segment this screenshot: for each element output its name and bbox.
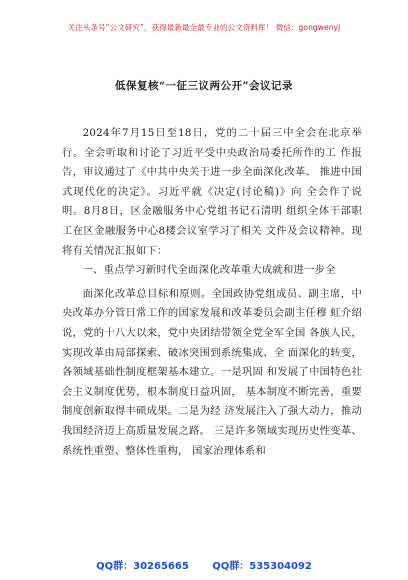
document-title: 低保复核“一征三议两公开”会议记录 (114, 80, 294, 92)
footer-qq-group-2: QQ群：535304092 (212, 561, 312, 572)
paragraph-section-heading: 一、重点学习新时代全面深化改革重大成就和进一步全 (82, 264, 336, 277)
footer-qq-group-1: QQ群：30265665 (96, 561, 189, 572)
paragraph-intro: 2024年7月15日至18日，党的二十届三中全会在北京举行。全会听取和讨论了习近平受中央政治局委托所作的工 作报告，审议通过了《中共中央关于进一步全面深化改革、 推进中国式现代化的决定》。习近平就《决定(讨论稿)》向 全会作了说明。8月8日，区金融服务中心党组书记石清明 组织全体干部职工在区金融服务中心8楼会议室学习了相关 文件及会议精神。现将有关情况汇报如下： (62, 127, 362, 257)
paragraph-section-body: 面深化改革总目标和原则。全国政协党组成员、副主席，中 央改革办分管日常工作的国家发展和改革委员会副主任穆 虹介绍说，党的十八大以来，党中央团结带领全党全军全国 各族人民，实现改革由局部探索、破冰突围到系统集成、全 面深化的转变，各领域基础性制度框架基本建立。一是巩固 和发展了中国特色社会主义制度优势，根本制度日益巩固， 基本制度不断完善，重要制度创新取得丰硕成果。二是为经 济发展注入了强大动力，推动我国经济迈上高质量发展之路。 三是许多领域实现历史性变革、系统性重塑、整体性重构， 国家治理体系和 (62, 287, 362, 457)
document-body (62, 124, 362, 461)
header-banner: 关注头条号“公文研究”，获得最新最全最专业的公文资料库！ 微信：gongwenyj (67, 23, 341, 32)
footer-qq-groups (0, 557, 408, 572)
